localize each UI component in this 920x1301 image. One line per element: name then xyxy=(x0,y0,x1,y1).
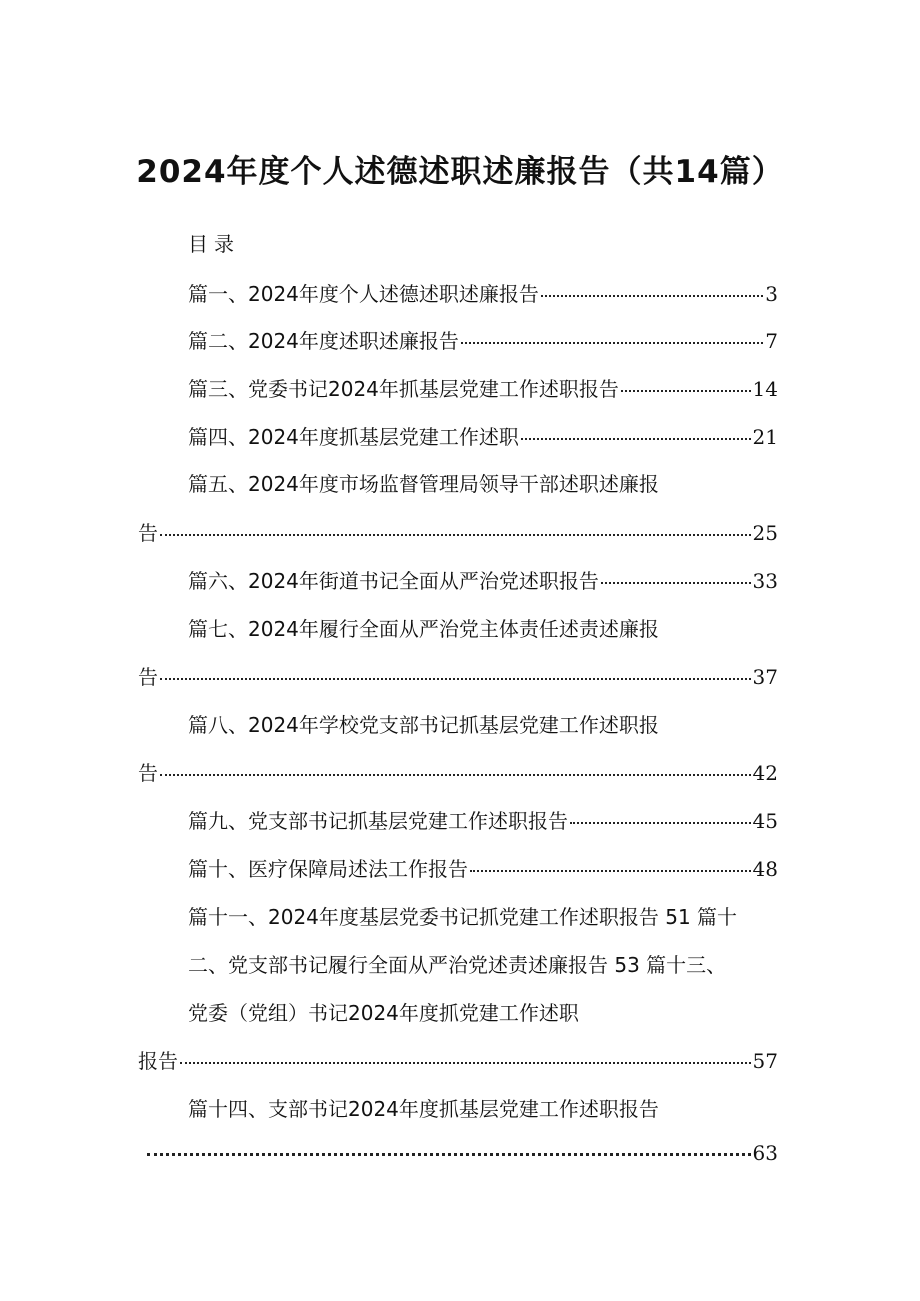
dot-leader xyxy=(160,774,751,776)
toc-page-number: 48 xyxy=(752,857,778,881)
toc-page-number: 3 xyxy=(765,282,778,306)
dot-leader xyxy=(621,390,751,392)
dot-leader xyxy=(160,534,751,536)
toc-page-number: 14 xyxy=(752,377,778,401)
toc-page-number: 63 xyxy=(752,1141,778,1165)
toc-page-number: 7 xyxy=(765,329,778,353)
toc-entry-label: 告 xyxy=(138,665,158,689)
toc-entry-label: 篇三、党委书记2024年抓基层党建工作述职报告 xyxy=(188,377,619,401)
toc-entry-13-line3[interactable]: 党委（党组）书记2024年度抓党建工作述职 xyxy=(188,1001,579,1025)
toc-entry-5-line1[interactable]: 篇五、2024年度市场监督管理局领导干部述职述廉报 xyxy=(188,472,659,496)
toc-page-number: 21 xyxy=(752,425,778,449)
document-title: 2024年度个人述德述职述廉报告（共14篇） xyxy=(136,154,784,190)
toc-page-number: 57 xyxy=(752,1049,778,1073)
toc-entry-label: 报告 xyxy=(138,1049,178,1073)
toc-entry-label: 告 xyxy=(138,521,158,545)
toc-entry-6[interactable] xyxy=(188,565,778,594)
dot-leader xyxy=(570,822,751,824)
toc-entry-4[interactable] xyxy=(188,421,778,450)
toc-entry-8[interactable] xyxy=(138,757,778,786)
dot-leader xyxy=(160,678,751,680)
toc-entry-5[interactable] xyxy=(138,517,778,546)
toc-entry-12-line2[interactable]: 二、党支部书记履行全面从严治党述责述廉报告 53 篇十三、 xyxy=(188,953,727,977)
dot-leader xyxy=(521,438,751,440)
toc-entry-label: 篇四、2024年度抓基层党建工作述职 xyxy=(188,425,519,449)
toc-page-number: 42 xyxy=(752,761,778,785)
toc-entry-7[interactable] xyxy=(138,661,778,690)
toc-entry-3[interactable] xyxy=(188,373,778,402)
toc-page-number: 37 xyxy=(752,665,778,689)
toc-entry-10[interactable] xyxy=(188,853,778,882)
toc-entry-label: 篇六、2024年街道书记全面从严治党述职报告 xyxy=(188,569,599,593)
toc-entry-11-line1[interactable]: 篇十一、2024年度基层党委书记抓党建工作述职报告 51 篇十 xyxy=(188,905,738,929)
toc-entry-7-line1[interactable]: 篇七、2024年履行全面从严治党主体责任述责述廉报 xyxy=(188,617,659,641)
toc-page-number: 25 xyxy=(752,521,778,545)
toc-entry-label: 告 xyxy=(138,761,158,785)
toc-entry-14-line1[interactable]: 篇十四、支部书记2024年度抓基层党建工作述职报告 xyxy=(188,1097,659,1121)
toc-page-number: 45 xyxy=(752,809,778,833)
dot-leader xyxy=(147,1153,751,1156)
toc-entry-1[interactable] xyxy=(188,278,778,307)
toc-entry-label: 篇九、党支部书记抓基层党建工作述职报告 xyxy=(188,809,568,833)
toc-entry-label: 篇一、2024年度个人述德述职述廉报告 xyxy=(188,282,539,306)
dot-leader xyxy=(541,295,763,297)
dot-leader xyxy=(470,870,751,872)
toc-page-number: 33 xyxy=(752,569,778,593)
toc-entry-13[interactable] xyxy=(138,1045,778,1074)
toc-entry-14[interactable] xyxy=(145,1141,778,1165)
dot-leader xyxy=(601,582,751,584)
toc-entry-2[interactable] xyxy=(188,325,778,354)
dot-leader xyxy=(461,342,763,344)
toc-entry-9[interactable] xyxy=(188,805,778,834)
toc-entry-label: 篇十、医疗保障局述法工作报告 xyxy=(188,857,468,881)
toc-heading: 目录 xyxy=(188,232,240,256)
toc-entry-label: 篇二、2024年度述职述廉报告 xyxy=(188,329,459,353)
dot-leader xyxy=(180,1062,751,1064)
toc-entry-8-line1[interactable]: 篇八、2024年学校党支部书记抓基层党建工作述职报 xyxy=(188,713,659,737)
